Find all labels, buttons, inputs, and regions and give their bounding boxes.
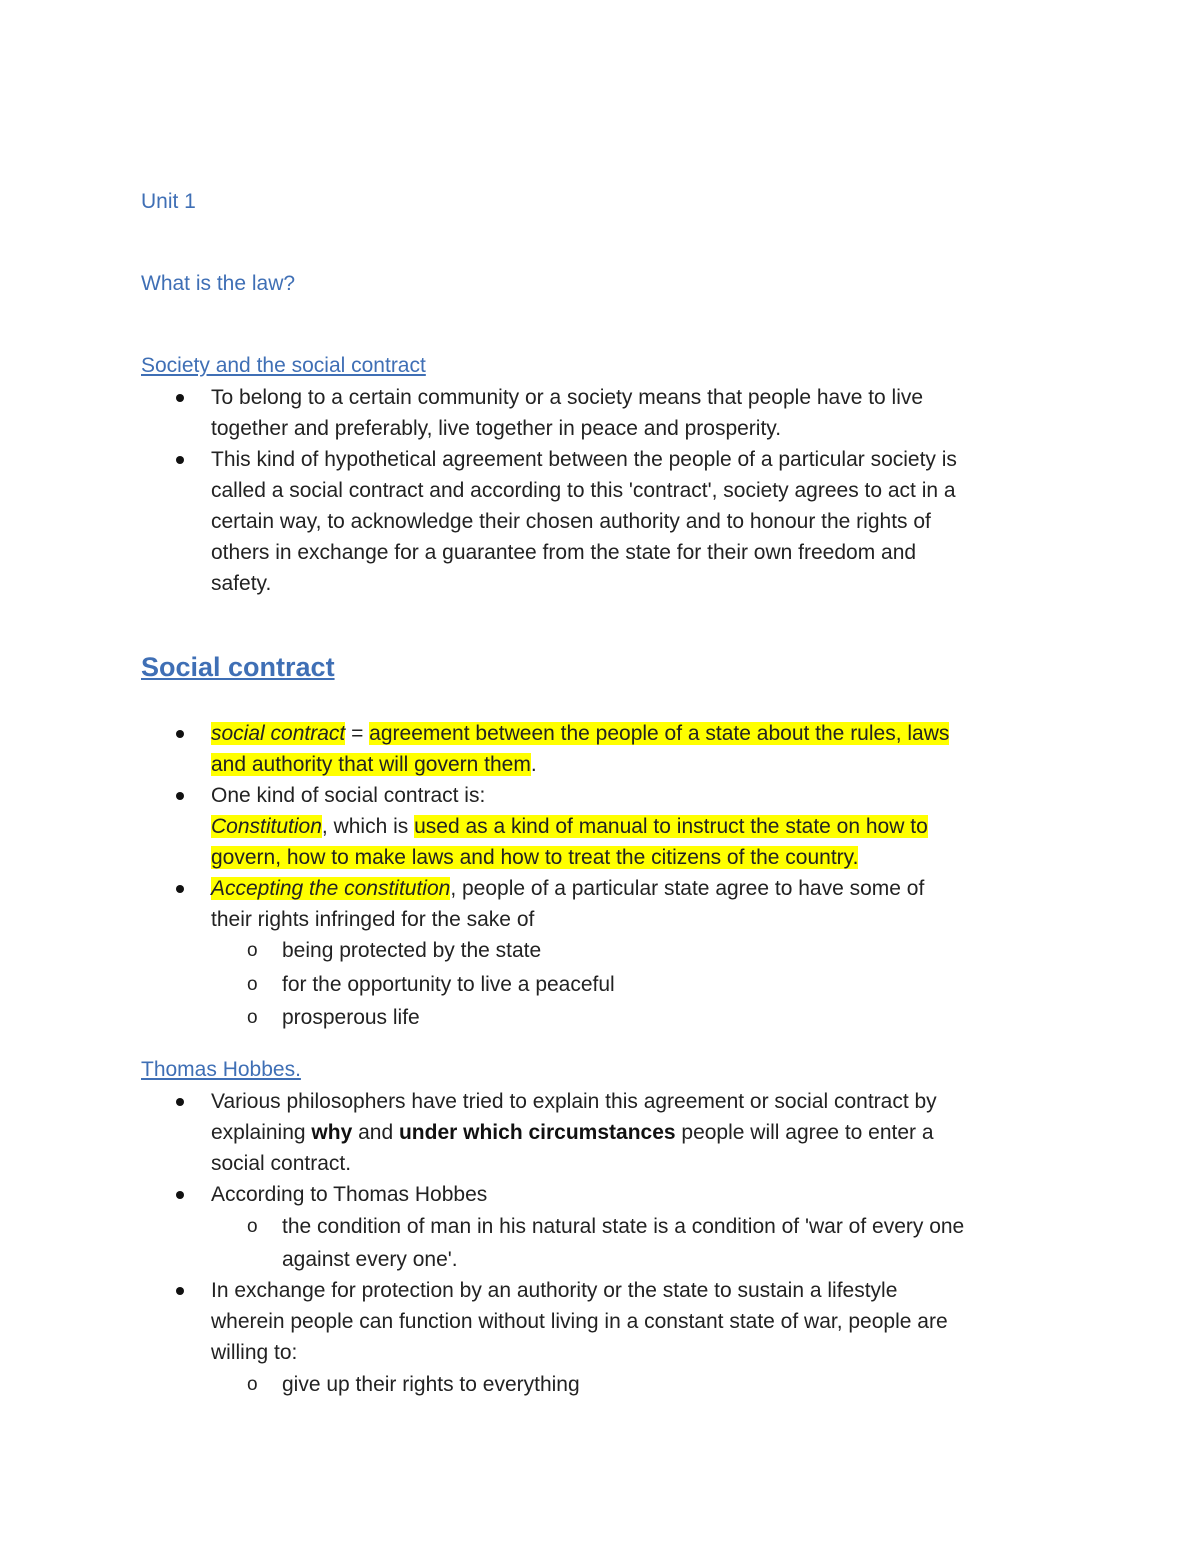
sub-item: prosperous life: [282, 1006, 420, 1029]
thomas-hobbes-heading: Thomas Hobbes.: [141, 1058, 301, 1081]
definition-line: [211, 811, 928, 842]
what-is-law-heading: What is the law?: [141, 272, 296, 295]
definition-line: [211, 749, 537, 780]
definition-highlight: agreement between the people of a state about the rules, laws: [369, 722, 950, 745]
bold-circumstances: under which circumstances: [398, 1121, 676, 1144]
paragraph-text: people will agree to enter a: [675, 1121, 934, 1144]
bullet: [176, 792, 184, 800]
paragraph-line: safety.: [211, 572, 272, 595]
paragraph-line: One kind of social contract is:: [211, 784, 486, 807]
paragraph-line: called a social contract and according to this 'contract', society agrees to act in a: [211, 479, 956, 502]
paragraph-text: explaining: [211, 1121, 312, 1144]
social-contract-heading: Social contract: [141, 652, 335, 682]
sub-item: against every one'.: [282, 1248, 458, 1271]
paragraph-line: Various philosophers have tried to explain this agreement or social contract by: [211, 1090, 937, 1113]
connector-text: , which is: [321, 815, 415, 838]
paragraph-line: social contract.: [211, 1152, 352, 1175]
paragraph-line: [211, 1117, 934, 1148]
paragraph-line: wherein people can function without living in a constant state of war, people are: [211, 1310, 948, 1333]
sub-item: being protected by the state: [282, 939, 542, 962]
sub-bullet-marker: o: [247, 1007, 258, 1028]
term-highlight: social contract: [211, 722, 346, 745]
term-highlight: Accepting the constitution: [211, 877, 451, 900]
equals-sign: =: [345, 722, 370, 745]
sub-bullet-marker: o: [247, 974, 258, 995]
bullet: [176, 1287, 184, 1295]
paragraph-line: certain way, to acknowledge their chosen authority and to honour the rights of: [211, 510, 931, 533]
definition-highlight: and authority that will govern them: [211, 753, 531, 776]
sub-bullet-marker: o: [247, 940, 258, 961]
paragraph-text: , people of a particular state agree to have some of: [450, 877, 925, 900]
sub-item: for the opportunity to live a peaceful: [282, 973, 615, 996]
unit-heading: Unit 1: [141, 190, 196, 213]
term-highlight: Constitution: [211, 815, 322, 838]
paragraph-line: together and preferably, live together in peace and prosperity.: [211, 417, 782, 440]
society-contract-heading: Society and the social contract: [141, 354, 426, 377]
paragraph-line: others in exchange for a guarantee from the state for their own freedom and: [211, 541, 917, 564]
definition-highlight: used as a kind of manual to instruct the state on how to: [414, 815, 928, 838]
definition-highlight: govern, how to make laws and how to treat the citizens of the country.: [211, 846, 859, 869]
bullet: [176, 394, 184, 402]
bullet: [176, 1098, 184, 1106]
bullet: [176, 730, 184, 738]
paragraph-line: [211, 873, 924, 904]
paragraph-line: In exchange for protection by an authority or the state to sustain a lifestyle: [211, 1279, 898, 1302]
sub-item: give up their rights to everything: [282, 1373, 580, 1396]
paragraph-line: their rights infringed for the sake of: [211, 908, 535, 931]
paragraph-line: willing to:: [211, 1341, 298, 1364]
bold-why: why: [311, 1121, 353, 1144]
bullet: [176, 456, 184, 464]
definition-line: [211, 718, 949, 749]
bullet: [176, 1191, 184, 1199]
bullet: [176, 885, 184, 893]
paragraph-line: This kind of hypothetical agreement between the people of a particular society is: [211, 448, 957, 471]
sub-bullet-marker: o: [247, 1374, 258, 1395]
sub-item: the condition of man in his natural state is a condition of 'war of every one: [282, 1215, 965, 1238]
paragraph-text: and: [352, 1121, 399, 1144]
paragraph-line: According to Thomas Hobbes: [211, 1183, 488, 1206]
sub-bullet-marker: o: [247, 1216, 258, 1237]
paragraph-line: To belong to a certain community or a society means that people have to live: [211, 386, 924, 409]
period: .: [530, 753, 537, 776]
definition-line: [211, 842, 858, 873]
